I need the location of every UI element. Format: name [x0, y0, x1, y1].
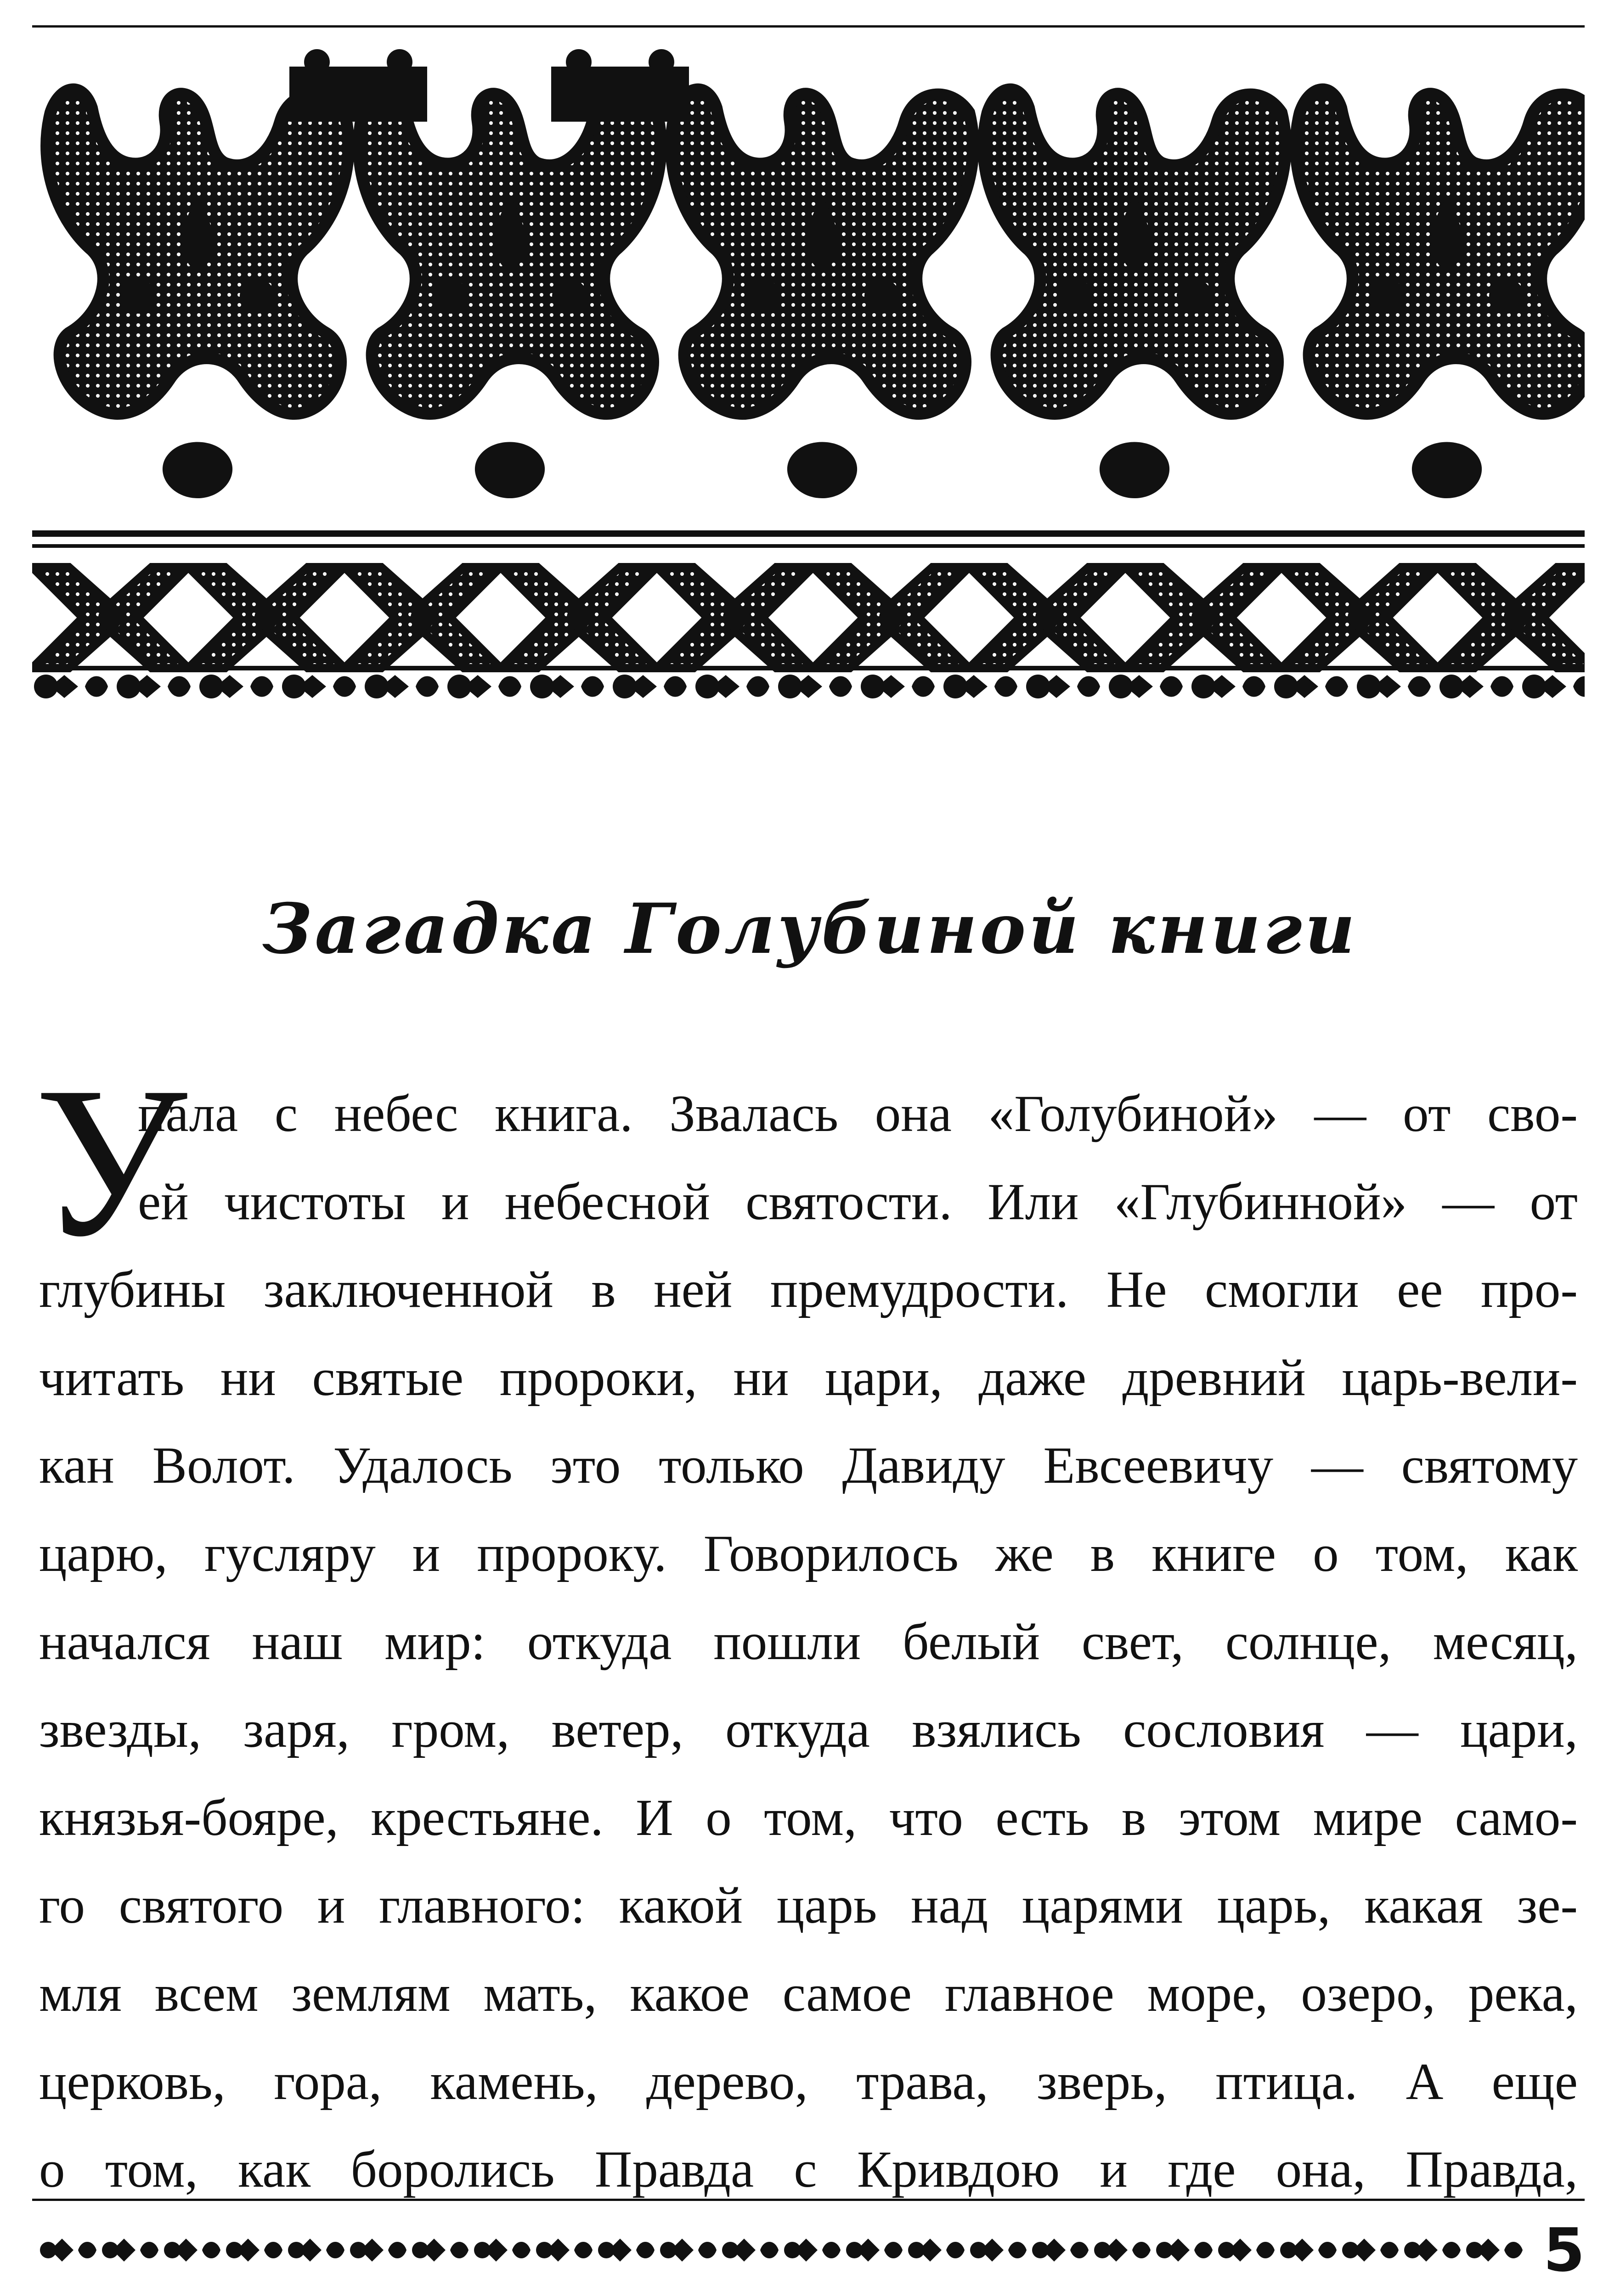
- drop-cap: У: [34, 1042, 187, 1281]
- text-line: начался наш мир: откуда пошли белый свет, солнце, месяц,: [39, 1613, 1578, 1671]
- text-line: звезды, заря, гром, ветер, откуда взялись сословия — цари,: [39, 1701, 1578, 1759]
- footer-ornament-band: [39, 2232, 1527, 2268]
- embroidery-ornament-header: [32, 48, 1585, 700]
- bottom-rule: [32, 2199, 1585, 2201]
- text-line: ей чистоты и небесной святости. Или «Глубинной» — от: [138, 1173, 1578, 1231]
- text-line: царю, гусляру и пророку. Говорилось же в книге о том, как: [39, 1525, 1578, 1582]
- text-line: о том, как боролись Правда с Кривдою и где она, Правда,: [39, 2141, 1578, 2199]
- body-text: [34, 1042, 1578, 2214]
- text-line: читать ни святые пророки, ни цари, даже древний царь-вели-: [39, 1349, 1578, 1407]
- text-line: князья-бояре, крестьяне. И о том, что есть в этом мире само-: [39, 1789, 1578, 1846]
- text-line: го святого и главного: какой царь над царями царь, какая зе-: [39, 1877, 1578, 1935]
- text-line: мля всем землям мать, какое самое главное море, озеро, река,: [39, 1964, 1578, 2022]
- page-number: 5: [1543, 2215, 1585, 2285]
- text-line: пала с небес книга. Звалась она «Голубиной» — от сво-: [138, 1085, 1578, 1142]
- text-line: кан Волот. Удалось это только Давиду Евсеевичу — святому: [39, 1437, 1578, 1495]
- chapter-title: Загадка Голубиной книги: [262, 889, 1358, 969]
- text-line: церковь, гора, камень, дерево, трава, зверь, птица. А еще: [39, 2053, 1578, 2110]
- top-rule: [32, 25, 1585, 28]
- text-line: глубины заключенной в ней премудрости. Не смогли ее про-: [39, 1261, 1578, 1319]
